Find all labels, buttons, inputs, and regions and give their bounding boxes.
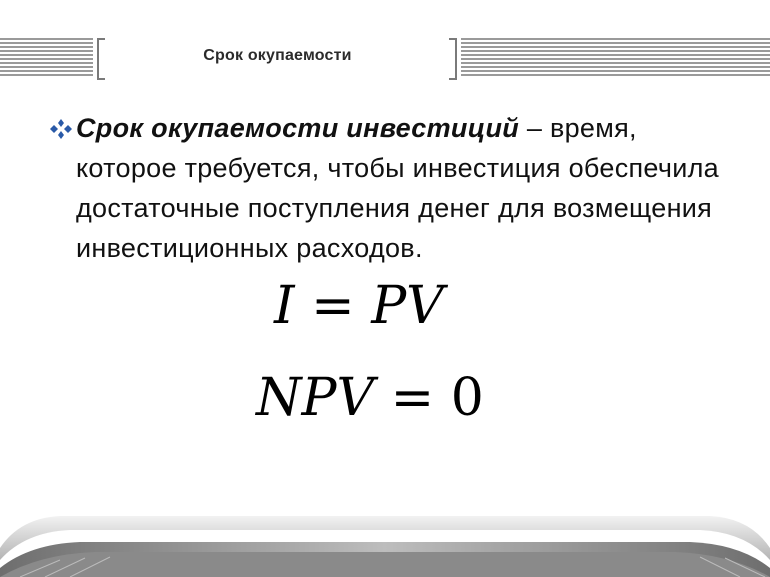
formula-2-operator: = xyxy=(374,368,451,428)
diamond-bullet-icon xyxy=(48,109,74,147)
definition-body: время, которое требуется, чтобы инвестиция обеспечила достаточные поступления денег для возмещения инвестиционных расходов. xyxy=(76,113,719,263)
page-title: Срок окупаемости xyxy=(203,47,352,64)
definition-paragraph xyxy=(76,108,738,268)
definition-term: Срок окупаемости инвестиций xyxy=(76,113,520,143)
formula-2-right: 0 xyxy=(450,368,484,428)
formula-1-operator: = xyxy=(294,276,372,336)
bottom-decoration xyxy=(0,508,770,577)
formula-2-left: NPV xyxy=(256,368,375,428)
formula-investment-equals-pv xyxy=(274,276,444,336)
header-stripes-left xyxy=(0,38,93,77)
header-bracket-right xyxy=(449,38,457,80)
definition-block xyxy=(48,108,738,268)
formula-1-left: I xyxy=(274,276,295,336)
header-stripes-right xyxy=(461,38,770,77)
definition-dash: – xyxy=(519,113,550,143)
header-bracket-left xyxy=(97,38,105,80)
formula-1-right: PV xyxy=(371,276,444,336)
formula-npv-equals-zero xyxy=(256,368,484,428)
